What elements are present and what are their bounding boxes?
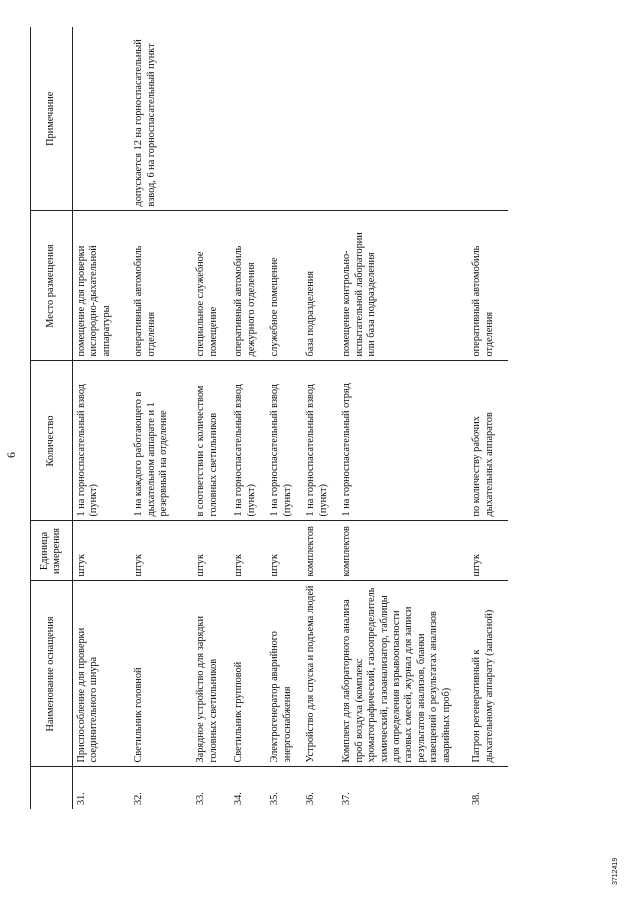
row-place: помещение для проверки кислородно-дыхательной аппаратуры	[72, 211, 130, 361]
row-place: оперативный автомобиль отделения	[468, 211, 508, 361]
row-unit: штук	[230, 521, 266, 581]
row-number: 37.	[341, 792, 353, 805]
row-name: Комплект для лабораторного анализа проб воздуха (комплекс хроматографический, газоопределитель химический, газоанализатор, таблицы для определения взрывоопасности газовых смесей, журнал для записи результатов анализов, бланки извещений о результатах анализов аварийных проб)	[338, 581, 468, 767]
row-unit: штук	[468, 521, 508, 581]
table-row	[230, 27, 266, 809]
row-quantity: 1 на горноспасательный взвод (пункт)	[230, 361, 266, 521]
row-number: 33.	[195, 792, 207, 805]
row-note	[338, 27, 468, 211]
equipment-table	[30, 27, 508, 809]
page-number: 6	[4, 452, 18, 458]
row-quantity: 1 на горноспасательный взвод (пункт)	[72, 361, 130, 521]
row-note	[266, 27, 302, 211]
row-quantity: 1 на горноспасательный отряд	[338, 361, 468, 521]
row-unit: штук	[266, 521, 302, 581]
row-unit: штук	[192, 521, 230, 581]
row-note	[302, 27, 338, 211]
row-place: база подразделения	[302, 211, 338, 361]
row-place: оперативный автомобиль дежурного отделения	[230, 211, 266, 361]
row-number: 38.	[471, 792, 483, 805]
header-quantity: Количество	[31, 361, 73, 521]
row-place: служебное помещение	[266, 211, 302, 361]
row-name: Зарядное устройство для зарядки головных светильников	[192, 581, 230, 767]
row-note	[468, 27, 508, 211]
header-name: Наименование оснащения	[31, 581, 73, 767]
table-row	[266, 27, 302, 809]
row-note	[72, 27, 130, 211]
table-row	[72, 27, 130, 809]
document-id: 3712419	[612, 857, 619, 885]
row-name: Приспособление для проверки соединительного шнура	[72, 581, 130, 767]
header-note: Примечание	[31, 27, 73, 211]
row-number: 31.	[75, 792, 87, 805]
table-row	[468, 27, 508, 809]
row-number: 34.	[233, 792, 245, 805]
header-unit: Единица измерения	[31, 521, 73, 581]
row-note	[230, 27, 266, 211]
row-name: Светильник головной	[130, 581, 192, 767]
row-number: 35.	[269, 792, 281, 805]
row-number: 36.	[305, 792, 317, 805]
table-row	[192, 27, 230, 809]
row-quantity: по количеству рабочих дыхательных аппаратов	[468, 361, 508, 521]
table-row	[338, 27, 468, 809]
header-place: Место размещения	[31, 211, 73, 361]
row-quantity: 1 на каждого работающего в дыхательном аппарате и 1 резервный на отделение	[130, 361, 192, 521]
row-unit: комплектов	[302, 521, 338, 581]
row-note: допускается 12 на горноспасательный взвод, 6 на горноспасательный пункт	[130, 27, 192, 211]
row-name: Патрон регенеративный к дыхательному аппарату (запасной)	[468, 581, 508, 767]
header-number	[31, 767, 73, 809]
row-place: оперативный автомобиль отделения	[130, 211, 192, 361]
row-number: 32.	[133, 792, 145, 805]
row-name: Устройство для спуска и подъема людей	[302, 581, 338, 767]
row-name: Светильник групповой	[230, 581, 266, 767]
row-place: помещение контрольно-испытательной лаборатории или база подразделения	[338, 211, 468, 361]
row-quantity: 1 на горноспасательный взвод (пункт)	[266, 361, 302, 521]
row-quantity: 1 на горноспасательный взвод (пункт)	[302, 361, 338, 521]
table-row	[302, 27, 338, 809]
table-row	[130, 27, 192, 809]
table-header	[31, 27, 73, 809]
row-name: Электрогенератор аварийного энергоснабжения	[266, 581, 302, 767]
row-quantity: в соответствии с количеством головных светильников	[192, 361, 230, 521]
row-unit: комплектов	[338, 521, 468, 581]
row-note	[192, 27, 230, 211]
row-unit: штук	[72, 521, 130, 581]
row-place: специальное служебное помещение	[192, 211, 230, 361]
row-unit: штук	[130, 521, 192, 581]
